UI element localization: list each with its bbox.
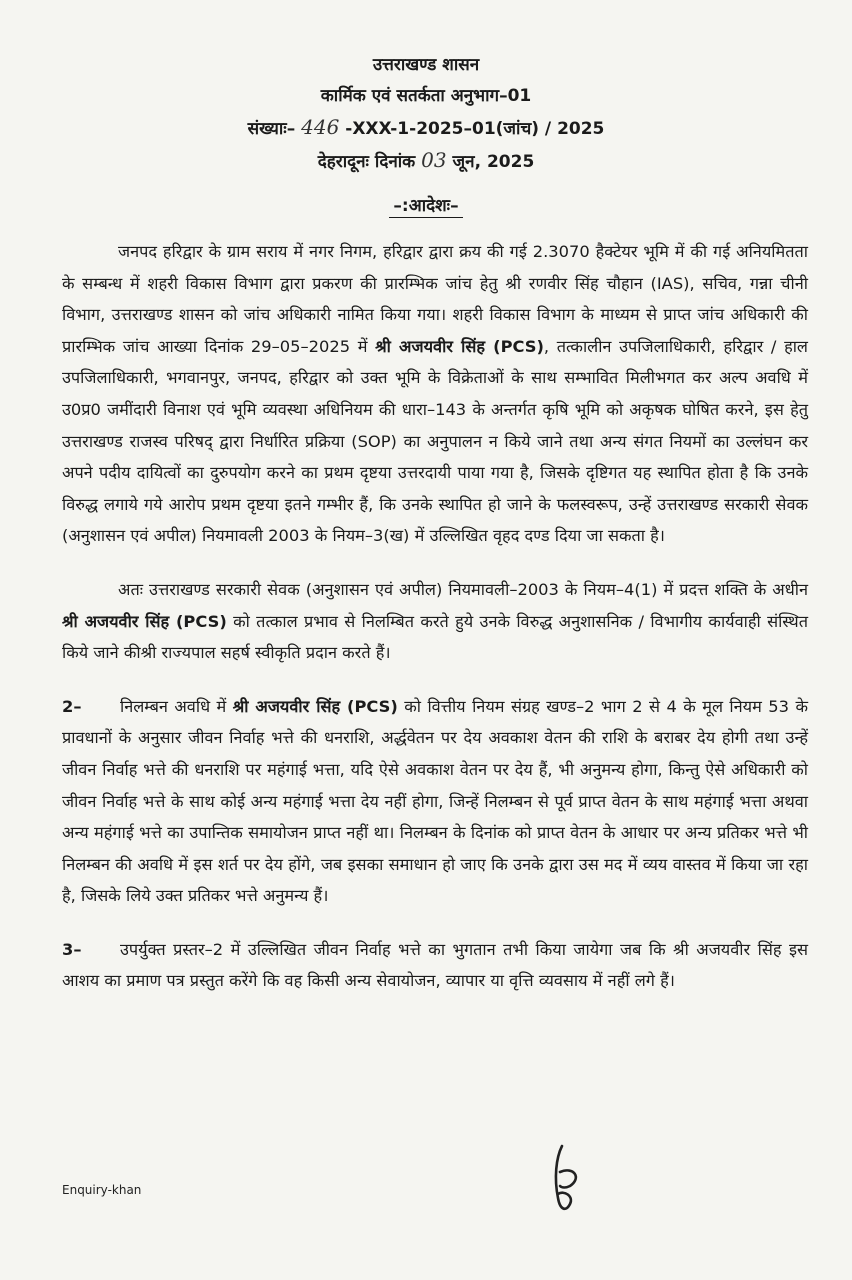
paragraph-3-text-b: को वित्तीय नियम संग्रह खण्ड–2 भाग 2 से 4 के मूल नियम 53 के प्रावधानों के अनुसार जीवन निर्वाह भत्ते की धनराशि, अर्द्धवेतन पर देय अवकाश वेतन की राशि के बराबर देय होगी तथा उन्हें जीवन निर्वाह भत्ते की धनराशि पर महंगाई भत्ता, यदि ऐसे अवकाश वेतन पर देय हैं, भी अनुमन्य होगा, किन्तु ऐसे अधिकारी को जीवन निर्वाह भत्ते के साथ कोई अन्य महंगाई भत्ता देय नहीं होगा, जिन्हें निलम्बन से पूर्व प्राप्त वेतन के साथ महंगाई भत्ता अथवा अन्य महंगाई भत्ते का उपान्तिक समायोजन प्राप्त नहीं था। निलम्बन के दिनांक को प्राप्त वेतन के आधार पर अन्य प्रतिकर भत्ते भी निलम्बन की अवधि में इस शर्त पर देय होंगे, जब इसका समाधान हो जाए कि उनके द्वारा उस मद में व्यय वास्तव में किया जा रहा है, जिसके लिये उक्त प्रतिकर भत्ते अनुमन्य हैं। [62, 696, 808, 906]
paragraph-3-text-a: निलम्बन अवधि में [120, 696, 227, 716]
section-name: कार्मिक एवं सतर्कता अनुभाग–01 [320, 86, 532, 106]
signature-icon [548, 1138, 588, 1218]
paragraph-number: 2– [62, 696, 82, 716]
order-title-text: –:आदेशः– [389, 196, 462, 218]
date-prefix: देहरादूनः दिनांक [317, 152, 416, 172]
paragraph-4 [62, 934, 808, 997]
letter-header [0, 50, 852, 178]
officer-name-bold: श्री अजयवीर सिंह (PCS) [62, 611, 227, 631]
reference-number [0, 112, 852, 145]
paragraph-1-text-a: जनपद हरिद्वार के ग्राम सराय में नगर निगम, हरिद्वार द्वारा क्रय की गई 2.3070 हैक्टेयर भूमि में की गई अनियमितता के सम्बन्ध में शहरी विकास विभाग द्वारा प्रकरण की प्रारम्भिक जांच हेतु श्री रणवीर सिंह चौहान (IAS), सचिव, गन्ना चीनी विभाग, उत्तराखण्ड शासन को जांच अधिकारी नामित किया गया। शहरी विकास विभाग के माध्यम से प्राप्त जांच अधिकारी की प्रारम्भिक जांच आख्या दिनांक 29–05–2025 में [62, 242, 808, 356]
paragraph-3 [62, 691, 808, 912]
paragraph-1-text-b: , तत्कालीन उपजिलाधिकारी, हरिद्वार / हाल उपजिलाधिकारी, भगवानपुर, जनपद, हरिद्वार को उक्त भूमि के विक्रेताओं के साथ सम्भावित मिलीभगत कर अल्प अवधि में उ0प्र0 जमींदारी विनाश एवं भूमि व्यवस्था अधिनियम की धारा–143 के अन्तर्गत कृषि भूमि को अकृषक घोषित करने, इस हेतु उत्तराखण्ड राजस्व परिषद् द्वारा निर्धारित प्रक्रिया (SOP) का अनुपालन न किये जाने तथा अन्य संगत नियमों का उल्लंघन कर अपने पदीय दायित्वों का दुरुपयोग करने का प्रथम दृष्टया उत्तरदायी पाया गया है, जिसके दृष्टिगत यह स्थापित होता है कि उनके विरुद्ध लगाये गये आरोप प्रथम दृष्टया इतने गम्भीर हैं, कि उनके स्थापित हो जाने के फलस्वरूप, उन्हें उत्तराखण्ड सरकारी सेवक (अनुशासन एवं अपील) नियमावली 2003 के नियम–3(ख) में उल्लिखित वृहद दण्ड दिया जा सकता है। [62, 336, 808, 546]
date-suffix: जून, 2025 [452, 152, 535, 172]
paragraph-2-text-b: को तत्काल प्रभाव से निलम्बित करते हुये उनके विरुद्ध अनुशासनिक / विभागीय कार्यवाही संस्थित किये जाने कीश्री राज्यपाल सहर्ष स्वीकृति प्रदान करते हैं। [62, 611, 808, 663]
paragraph-4-text: उपर्युक्त प्रस्तर–2 में उल्लिखित जीवन निर्वाह भत्ते का भुगतान तभी किया जायेगा जब कि श्री अजयवीर सिंह इस आशय का प्रमाण पत्र प्रस्तुत करेंगे कि वह किसी अन्य सेवायोजन, व्यापार या वृत्ति व्यवसाय में नहीं लगे हैं। [62, 939, 808, 991]
date-handwritten-day: 03 [421, 148, 447, 172]
order-title [0, 193, 852, 216]
paragraph-2-text-a: अतः उत्तराखण्ड सरकारी सेवक (अनुशासन एवं अपील) नियमावली–2003 के नियम–4(1) में प्रदत्त शक्ति के अधीन [118, 579, 808, 599]
paragraph-1 [62, 236, 808, 552]
issue-date [0, 145, 852, 178]
footer-reference: Enquiry-khan [62, 1183, 142, 1197]
reference-handwritten-number: 446 [301, 115, 340, 139]
order-body [62, 236, 808, 997]
officer-name-bold: श्री अजयवीर सिंह (PCS) [232, 696, 398, 716]
paragraph-2 [62, 574, 808, 669]
government-name: उत्तराखण्ड शासन [372, 55, 480, 75]
officer-name-bold: श्री अजयवीर सिंह (PCS) [375, 336, 544, 356]
reference-suffix: -XXX-1-2025–01(जांच) / 2025 [345, 119, 605, 139]
reference-prefix: संख्याः– [247, 119, 296, 139]
paragraph-number: 3– [62, 939, 82, 959]
